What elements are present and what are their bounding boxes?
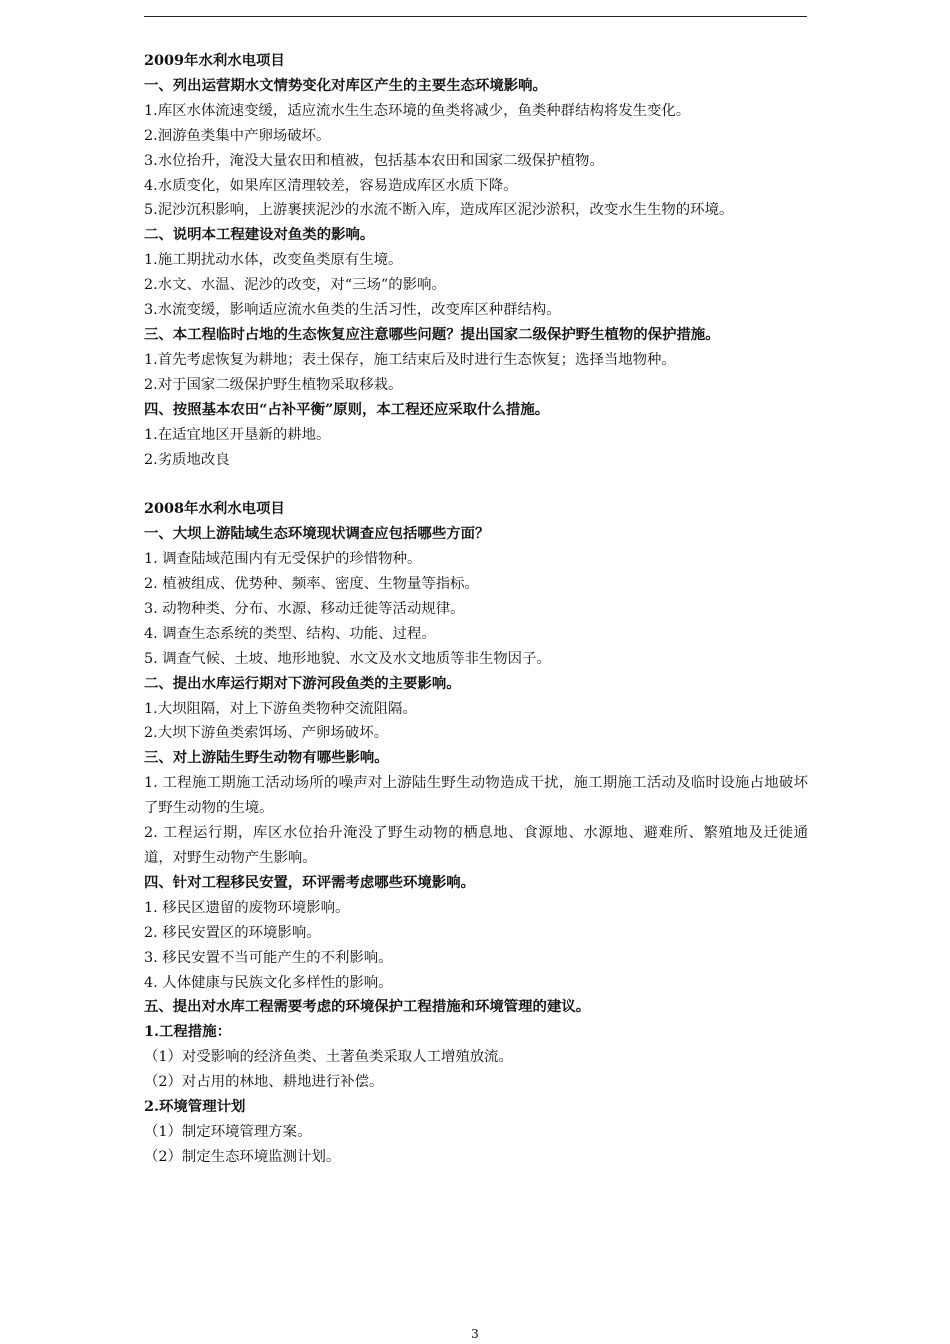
question-heading: 二、提出水库运行期对下游河段鱼类的主要影响。	[144, 674, 461, 692]
question-heading: 二、说明本工程建设对鱼类的影响。	[144, 226, 375, 244]
page-number: 3	[471, 1327, 479, 1341]
answer-line: 3.水位抬升，淹没大量农田和植被，包括基本农田和国家二级保护植物。	[144, 152, 604, 169]
document-section	[144, 497, 808, 1169]
answer-line: 2.劣质地改良	[144, 451, 230, 468]
answer-line: 2. 移民安置区的环境影响。	[144, 924, 321, 941]
answer-line: 3.水流变缓，影响适应流水鱼类的生活习性，改变库区种群结构。	[144, 302, 561, 319]
document-section	[144, 49, 808, 472]
answer-line: 3. 移民安置不当可能产生的不利影响。	[144, 949, 393, 966]
question-heading: 一、大坝上游陆域生态环境现状调查应包括哪些方面？	[144, 525, 490, 543]
section-title: 2008年水利水电项目	[144, 500, 285, 518]
answer-line: 3. 动物种类、分布、水源、移动迁徙等活动规律。	[144, 600, 465, 617]
question-heading: 五、提出对水库工程需要考虑的环境保护工程措施和环境管理的建议。	[144, 998, 591, 1016]
answer-line: （1）制定环境管理方案。	[144, 1123, 312, 1140]
answer-line: 1.大坝阻隔，对上下游鱼类物种交流阻隔。	[144, 700, 417, 717]
question-heading: 四、针对工程移民安置，环评需考虑哪些环境影响。	[144, 873, 475, 891]
answer-line: 1. 调查陆域范围内有无受保护的珍惜物种。	[144, 551, 422, 568]
question-heading: 四、按照基本农田“占补平衡”原则，本工程还应采取什么措施。	[144, 400, 550, 418]
section-spacer	[144, 472, 808, 497]
answer-line: 4. 人体健康与民族文化多样性的影响。	[144, 974, 393, 991]
answer-line: 1.首先考虑恢复为耕地；表土保存，施工结束后及时进行生态恢复；选择当地物种。	[144, 351, 676, 368]
answer-line: 2.大坝下游鱼类索饵场、产卵场破坏。	[144, 725, 388, 742]
answer-line: 1.库区水体流速变缓，适应流水生生态环境的鱼类将减少，鱼类种群结构将发生变化。	[144, 102, 691, 119]
answer-line: 2.洄游鱼类集中产卵场破坏。	[144, 127, 331, 144]
answer-line: 2. 植被组成、优势种、频率、密度、生物量等指标。	[144, 576, 479, 593]
answer-line: 5.泥沙沉积影响，上游裹挟泥沙的水流不断入库，造成库区泥沙淤积，改变水生生物的环境。	[144, 202, 734, 219]
header-rule	[144, 16, 807, 17]
question-heading: 三、本工程临时占地的生态恢复应注意哪些问题？提出国家二级保护野生植物的保护措施。	[144, 325, 720, 343]
document-body	[144, 49, 808, 1170]
answer-line: 5. 调查气候、土坡、地形地貌、水文及水文地质等非生物因子。	[144, 650, 551, 667]
question-heading: 一、列出运营期水文情势变化对库区产生的主要生态环境影响。	[144, 76, 547, 94]
section-title: 2009年水利水电项目	[144, 52, 285, 69]
question-heading: 1.工程措施：	[144, 1023, 231, 1041]
answer-line: 4.水质变化，如果库区清理较差，容易造成库区水质下降。	[144, 177, 518, 194]
answer-line: 1. 工程施工期施工活动场所的噪声对上游陆生野生动物造成干扰，施工期施工活动及临时设施占地破坏了野生动物的生境。	[144, 775, 808, 817]
question-heading: 三、对上游陆生野生动物有哪些影响。	[144, 749, 389, 767]
answer-line: 1.在适宜地区开垦新的耕地。	[144, 426, 331, 443]
answer-line: 2.水文、水温、泥沙的改变，对“三场”的影响。	[144, 277, 446, 294]
answer-line: （2）对占用的林地、耕地进行补偿。	[144, 1074, 384, 1091]
answer-line: 1.施工期扰动水体，改变鱼类原有生境。	[144, 252, 403, 269]
answer-line: 1. 移民区遗留的废物环境影响。	[144, 899, 350, 916]
answer-line: 2.对于国家二级保护野生植物采取移栽。	[144, 376, 403, 393]
answer-line: （2）制定生态环境监测计划。	[144, 1148, 341, 1165]
answer-line: 4. 调查生态系统的类型、结构、功能、过程。	[144, 625, 436, 642]
answer-line: （1）对受影响的经济鱼类、土著鱼类采取人工增殖放流。	[144, 1049, 513, 1066]
question-heading: 2.环境管理计划	[144, 1098, 246, 1116]
answer-line: 2. 工程运行期，库区水位抬升淹没了野生动物的栖息地、食源地、水源地、避难所、繁殖地及迁徙通道，对野生动物产生影响。	[144, 825, 808, 866]
